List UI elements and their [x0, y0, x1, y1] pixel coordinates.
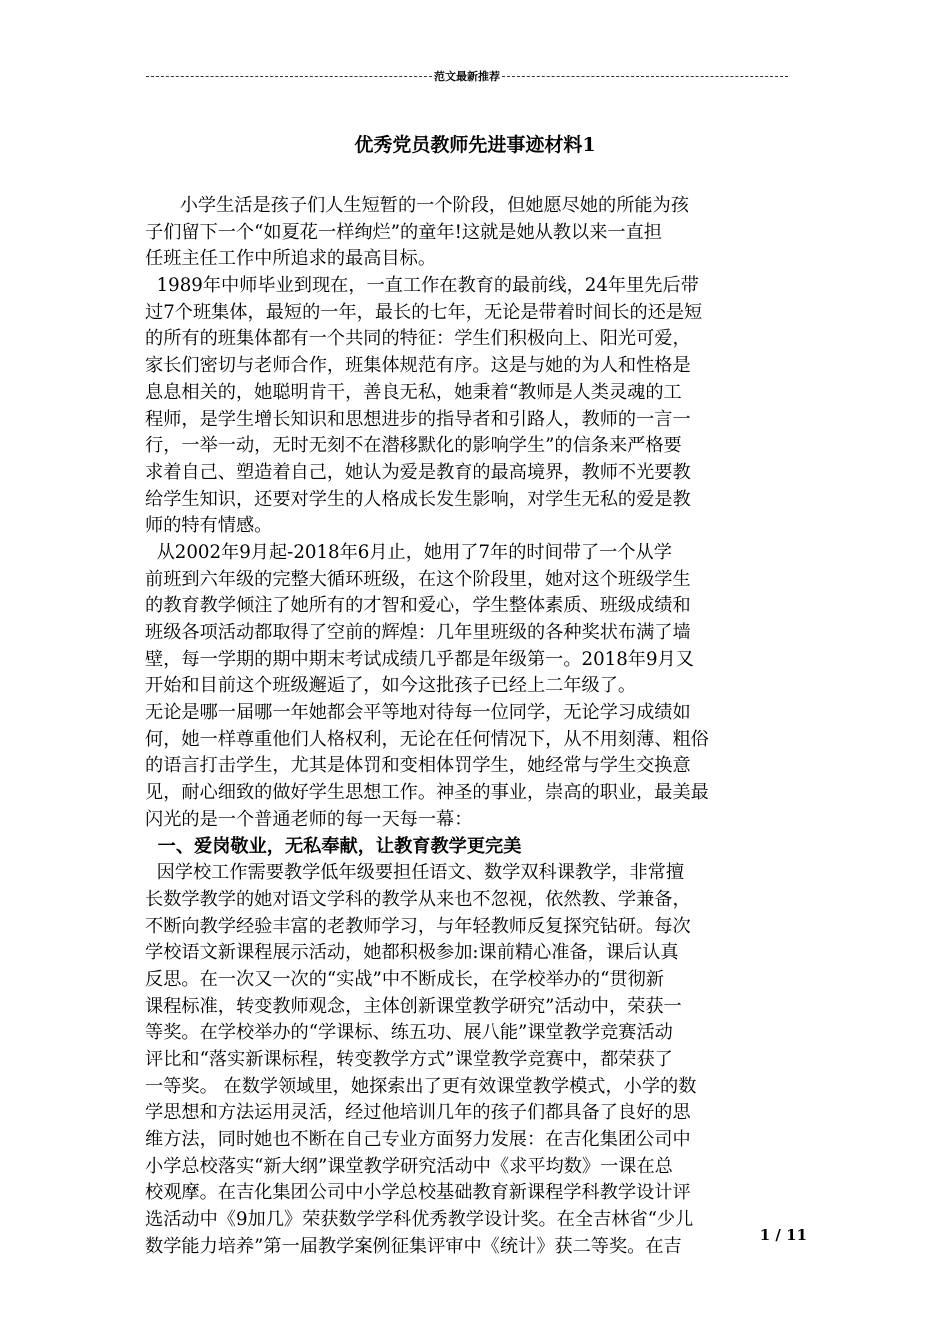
- text-line: 小学生活是孩子们人生短暂的一个阶段，但她愿尽她的所能为孩: [145, 195, 689, 216]
- text-line: 数学能力培养”第一届教学案例征集评审中《统计》获二等奖。在吉: [145, 1235, 682, 1257]
- text-line: 学校语文新课程展示活动，她都积极参加:课前精心准备，课后认真: [145, 942, 679, 964]
- page-number: 1 / 11: [759, 1226, 807, 1244]
- text-line: 无论是哪一届哪一年她都会平等地对待每一位同学，无论学习成绩如: [145, 702, 691, 724]
- document-title: 优秀党员教师先进事迹材料1: [354, 134, 596, 156]
- text-line: 反思。在一次又一次的“实战”中不断成长，在学校举办的“贯彻新: [145, 968, 664, 990]
- text-line: 从2002年9月起-2018年6月止，她用了7年的时间带了一个从学: [145, 541, 672, 563]
- text-line: 子们留下一个“如夏花一样绚烂”的童年!这就是她从教以来一直担: [145, 221, 662, 243]
- text-line: 1989年中师毕业到现在，一直工作在教育的最前线，24年里先后带: [145, 275, 699, 297]
- document-body: [145, 193, 815, 1261]
- text-line: 班级各项活动都取得了空前的辉煌：几年里班级的各种奖状布满了墙: [145, 622, 691, 643]
- text-line: 选活动中《9加几》荣获数学学科优秀教学设计奖。在全吉林省“少儿: [145, 1209, 694, 1231]
- page-header: [146, 68, 788, 84]
- header-dash-left: [146, 76, 432, 77]
- text-line: 过7个班集体，最短的一年，最长的七年，无论是带着时间长的还是短: [145, 301, 703, 323]
- text-line: 给学生知识，还要对学生的人格成长发生影响，对学生无私的爱是教: [145, 488, 691, 510]
- text-line: 一等奖。 在数学领域里，她探索出了更有效课堂教学模式，小学的数: [145, 1075, 697, 1097]
- text-line: 等奖。在学校举办的“学课标、练五功、展八能”课堂教学竞赛活动: [145, 1022, 673, 1044]
- header-label: 范文最新推荐: [434, 70, 500, 83]
- header-dash-right: [502, 76, 788, 77]
- text-line: 小学总校落实“新大纲”课堂教学研究活动中《求平均数》一课在总: [145, 1155, 673, 1177]
- text-line: 壁，每一学期的期中期末考试成绩几乎都是年级第一。2018年9月又: [145, 648, 694, 670]
- text-line: 长数学教学的她对语文学科的教学从来也不忽视，依然教、学兼备，: [145, 888, 691, 910]
- text-line: 息息相关的，她聪明肯干，善良无私，她秉着“教师是人类灵魂的工: [145, 381, 682, 403]
- text-line: 师的特有情感。: [145, 515, 273, 537]
- text-line: 前班到六年级的完整大循环班级，在这个阶段里，她对这个班级学生: [145, 568, 691, 590]
- text-line: 课程标准，转变教师观念，主体创新课堂教学研究”活动中，荣获一: [145, 995, 682, 1017]
- text-line: 任班主任工作中所追求的最高目标。: [145, 248, 437, 270]
- text-line: 因学校工作需要教学低年级要担任语文、数学双科课教学，非常擅: [145, 862, 685, 884]
- text-line: 程师，是学生增长知识和思想进步的指导者和引路人，教师的一言一: [145, 408, 691, 430]
- text-line: 学思想和方法运用灵活，经过他培训几年的孩子们都具备了良好的思: [145, 1102, 691, 1124]
- text-line: 见，耐心细致的做好学生思想工作。神圣的事业，崇高的职业，最美最: [145, 782, 709, 804]
- text-line: 不断向教学经验丰富的老教师学习，与年轻教师反复探究钻研。每次: [145, 915, 691, 937]
- text-line: 闪光的是一个普通老师的每一天每一幕：: [145, 808, 473, 830]
- text-line: 何，她一样尊重他们人格权利，无论在任何情况下，从不用刻薄、粗俗: [145, 728, 709, 750]
- text-line: 求着自己、塑造着自己，她认为爱是教育的最高境界，教师不光要教: [145, 461, 691, 483]
- text-line: 校观摩。在吉化集团公司中小学总校基础教育新课程学科教学设计评: [145, 1182, 691, 1204]
- text-line: 行，一举一动，无时无刻不在潜移默化的影响学生”的信条来严格要: [145, 435, 682, 457]
- text-line: 维方法，同时她也不断在自己专业方面努力发展：在吉化集团公司中: [145, 1129, 691, 1151]
- text-line: 开始和目前这个班级邂逅了，如今这批孩子已经上二年级了。: [145, 675, 637, 697]
- text-line: 评比和“落实新课标程，转变教学方式”课堂教学竞赛中，都荣获了: [145, 1049, 673, 1070]
- text-line: 的所有的班集体都有一个共同的特征：学生们积极向上、阳光可爱，: [145, 328, 691, 350]
- text-line: 的教育教学倾注了她所有的才智和爱心，学生整体素质、班级成绩和: [145, 595, 691, 617]
- text-line: 家长们密切与老师合作，班集体规范有序。这是与她的为人和性格是: [145, 355, 691, 377]
- section-heading: 一、爱岗敬业，无私奉献，让教育教学更完美: [145, 835, 522, 857]
- text-line: 的语言打击学生，尤其是体罚和变相体罚学生，她经常与学生交换意: [145, 755, 691, 777]
